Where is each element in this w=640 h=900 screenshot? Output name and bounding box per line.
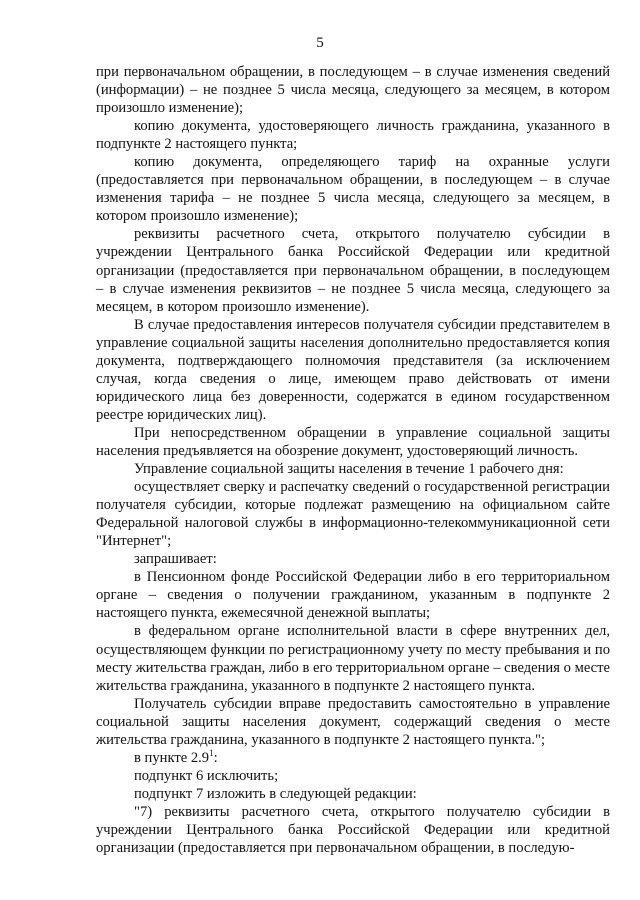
paragraph-continuation: при первоначальном обращении, в последующем – в случае изменения сведений (информации) – не позднее 5 числа месяца, следующего за месяцем, в котором произошло изменение); [96,64,610,117]
clause-superscript: 1 [209,747,214,758]
paragraph-direct-appeal: При непосредственном обращении в управление социальной защиты населения предъявляется на обозрение документ, удостоверяющий личность. [96,424,610,459]
paragraph-verification: осуществляет сверку и распечатку сведений о государственной регистрации получателя субсидии, которые подлежат размещению на официальном сайте Федеральной налоговой службы в информационно-телекоммуникационной сети "Интернет"; [96,479,610,550]
paragraph-representative: В случае предоставления интересов получателя субсидии представителем в управление социальной защиты населения дополнительно предоставляется копия документа, подтверждающего полномочия представителя (за исключением случая, когда сведения о лице, имеющем право действовать от имени юридического лица без доверенности, содержатся в едином государственном реестре юридических лиц). [96,316,610,423]
clause-text: в пункте 2.9 [134,749,210,766]
paragraph-subclause-6: подпункт 6 исключить; [134,767,279,784]
paragraph-management-deadline: Управление социальной защиты населения в течение 1 рабочего дня: [134,461,564,478]
paragraph-tariff-document: копию документа, определяющего тариф на охранные услуги (предоставляется при первоначальном обращении, в последующем – в случае изменения тарифа – не позднее 5 числа месяца, следующего за месяцем, в котором произошло изменение); [96,154,610,225]
paragraph-internal-affairs: в федеральном органе исполнительной власти в сфере внутренних дел, осуществляющем функции по регистрационному учету по месту пребывания и по месту жительства граждан, либо в его территориальном органе – сведения о месте жительства гражданина, указанного в подпункте 2 настоящего пункта. [96,623,610,694]
paragraph-pension-fund: в Пенсионном фонде Российской Федерации либо в его территориальном органе – сведения о получении гражданином, указанным в подпункте 2 настоящего пункта, ежемесячной денежной выплаты; [96,569,610,622]
paragraph-clause-2-9-1 [96,749,610,767]
document-body [96,63,610,857]
paragraph-subclause-7-text: "7) реквизиты расчетного счета, открытого получателю субсидии в учреждении Центрального банка Российской Федерации или кредитной организации (предоставляется при первоначальном обращении, в последую- [96,803,610,857]
paragraph-requests: запрашивает: [134,551,217,568]
page-number: 5 [316,35,324,51]
paragraph-bank-details: реквизиты расчетного счета, открытого получателю субсидии в учреждении Центрального банка Российской Федерации или кредитной организации (предоставляется при первоначальном обращении, в последующем – в случае изменения реквизитов – не позднее 5 числа месяца, следующего за месяцем, в котором произошло изменение). [96,226,610,315]
paragraph-self-submission: Получатель субсидии вправе предоставить самостоятельно в управление социальной защиты населения документ, содержащий сведения о месте жительства гражданина, указанного в подпункте 2 настоящего пункта."; [96,695,610,748]
paragraph-identity-document: копию документа, удостоверяющего личность гражданина, указанного в подпункте 2 настоящего пункта; [96,118,610,153]
paragraph-subclause-7-intro: подпункт 7 изложить в следующей редакции: [134,785,417,802]
clause-suffix: : [213,749,218,766]
